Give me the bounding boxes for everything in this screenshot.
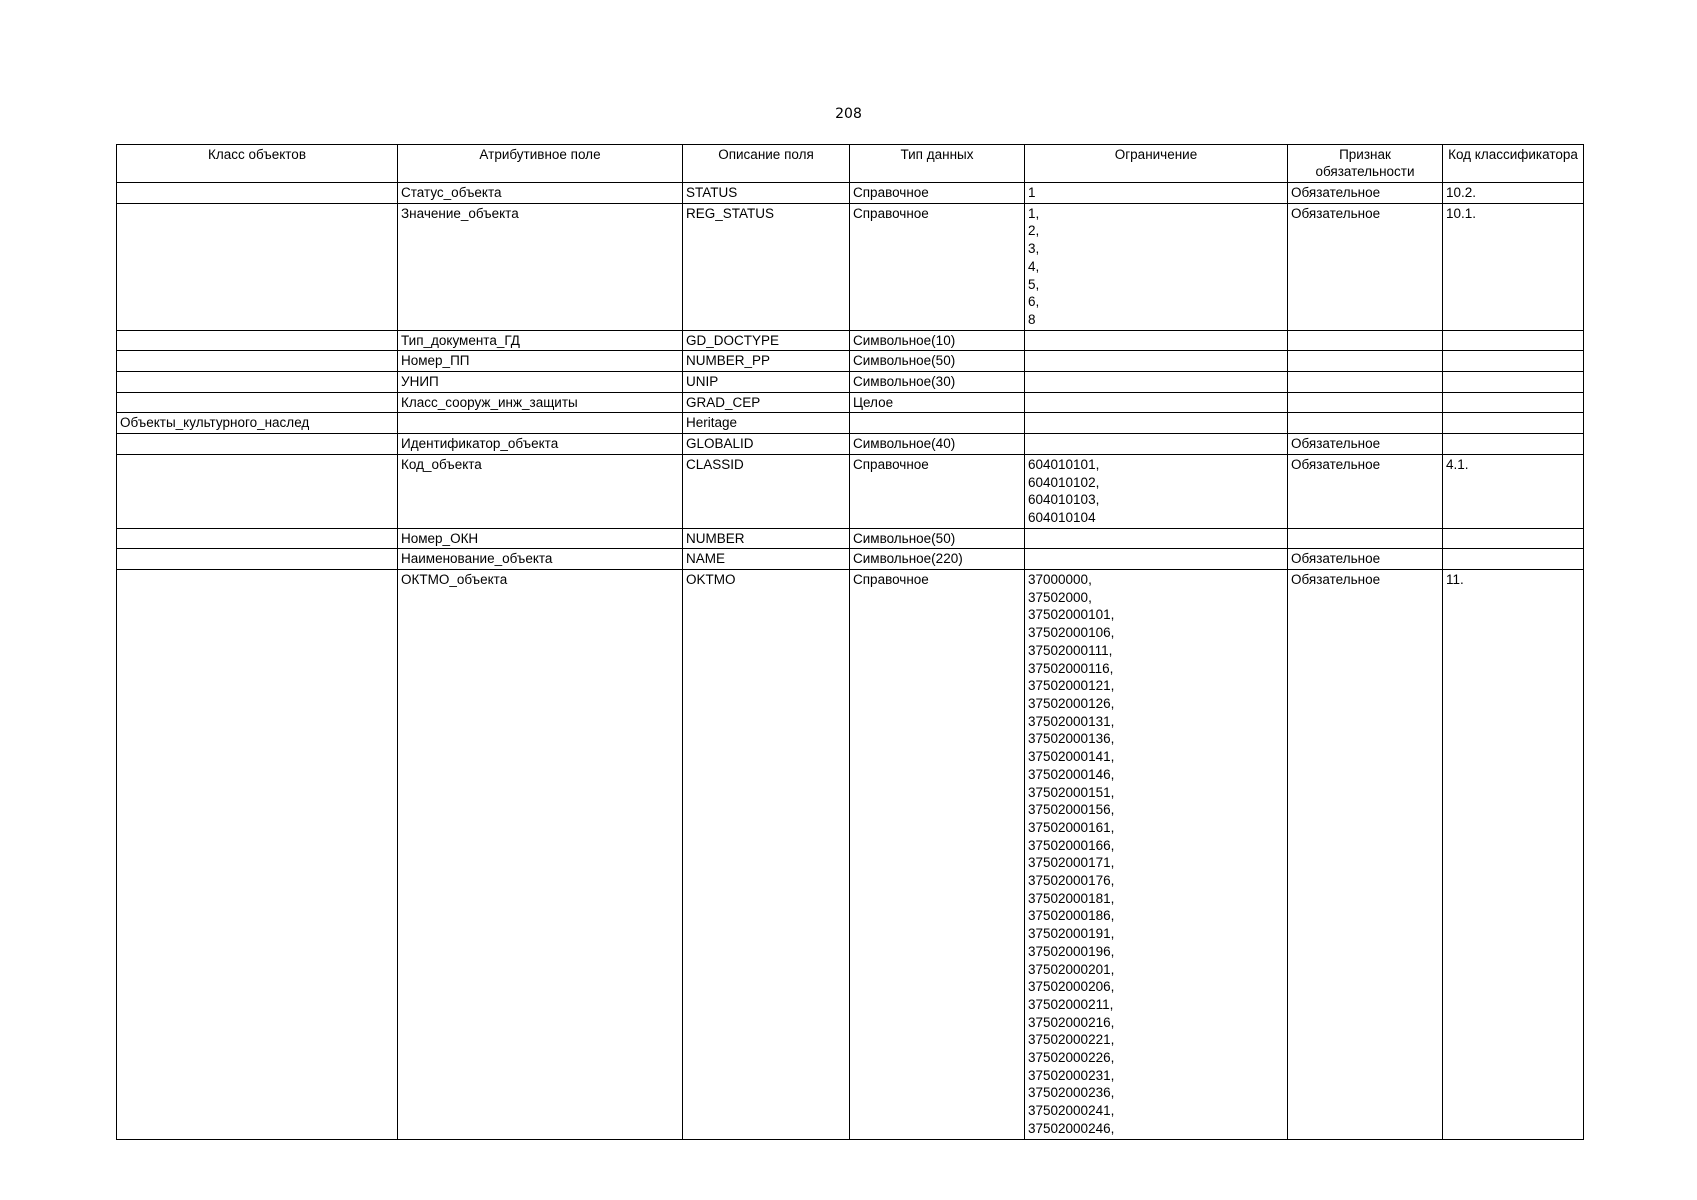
table-body bbox=[117, 183, 1584, 1140]
table-row bbox=[117, 203, 1584, 330]
cell-mandatory-flag bbox=[1288, 372, 1443, 393]
cell-object-class bbox=[117, 549, 398, 570]
cell-object-class bbox=[117, 183, 398, 204]
table-row bbox=[117, 570, 1584, 1140]
cell-mandatory-flag: Обязательное bbox=[1288, 454, 1443, 528]
cell-attribute-field: Код_объекта bbox=[398, 454, 683, 528]
cell-restriction: 604010101, 604010102, 604010103, 604010104 bbox=[1025, 454, 1288, 528]
table-row bbox=[117, 434, 1584, 455]
header-object-class: Класс объектов bbox=[117, 145, 398, 183]
cell-attribute-field: Номер_ПП bbox=[398, 351, 683, 372]
cell-mandatory-flag: Обязательное bbox=[1288, 203, 1443, 330]
cell-restriction bbox=[1025, 392, 1288, 413]
cell-restriction bbox=[1025, 413, 1288, 434]
cell-restriction bbox=[1025, 434, 1288, 455]
cell-classifier-code: 11. bbox=[1443, 570, 1584, 1140]
cell-attribute-field bbox=[398, 413, 683, 434]
cell-restriction bbox=[1025, 330, 1288, 351]
cell-attribute-field: Класс_сооруж_инж_защиты bbox=[398, 392, 683, 413]
cell-field-description: Heritage bbox=[683, 413, 850, 434]
cell-data-type: Справочное bbox=[850, 183, 1025, 204]
cell-object-class bbox=[117, 528, 398, 549]
table-row bbox=[117, 392, 1584, 413]
cell-object-class bbox=[117, 392, 398, 413]
table-row bbox=[117, 413, 1584, 434]
cell-attribute-field: Значение_объекта bbox=[398, 203, 683, 330]
cell-field-description: NAME bbox=[683, 549, 850, 570]
cell-object-class bbox=[117, 330, 398, 351]
cell-classifier-code bbox=[1443, 392, 1584, 413]
cell-classifier-code bbox=[1443, 413, 1584, 434]
cell-restriction: 1 bbox=[1025, 183, 1288, 204]
header-field-description: Описание поля bbox=[683, 145, 850, 183]
table-header-row bbox=[117, 145, 1584, 183]
cell-restriction bbox=[1025, 351, 1288, 372]
cell-object-class bbox=[117, 570, 398, 1140]
header-data-type: Тип данных bbox=[850, 145, 1025, 183]
cell-data-type: Символьное(30) bbox=[850, 372, 1025, 393]
cell-classifier-code bbox=[1443, 330, 1584, 351]
cell-attribute-field: Наименование_объекта bbox=[398, 549, 683, 570]
cell-field-description: OKTMO bbox=[683, 570, 850, 1140]
cell-mandatory-flag: Обязательное bbox=[1288, 570, 1443, 1140]
cell-classifier-code bbox=[1443, 351, 1584, 372]
cell-mandatory-flag bbox=[1288, 351, 1443, 372]
cell-object-class bbox=[117, 454, 398, 528]
cell-classifier-code: 10.2. bbox=[1443, 183, 1584, 204]
cell-field-description: REG_STATUS bbox=[683, 203, 850, 330]
cell-restriction: 1, 2, 3, 4, 5, 6, 8 bbox=[1025, 203, 1288, 330]
table-row bbox=[117, 454, 1584, 528]
cell-restriction bbox=[1025, 372, 1288, 393]
table-row bbox=[117, 372, 1584, 393]
cell-restriction bbox=[1025, 528, 1288, 549]
cell-mandatory-flag bbox=[1288, 528, 1443, 549]
cell-classifier-code bbox=[1443, 549, 1584, 570]
header-attribute-field: Атрибутивное поле bbox=[398, 145, 683, 183]
table-row bbox=[117, 549, 1584, 570]
cell-object-class: Объекты_культурного_наслед bbox=[117, 413, 398, 434]
header-restriction: Ограничение bbox=[1025, 145, 1288, 183]
cell-field-description: UNIP bbox=[683, 372, 850, 393]
cell-attribute-field: Статус_объекта bbox=[398, 183, 683, 204]
cell-object-class bbox=[117, 372, 398, 393]
cell-classifier-code bbox=[1443, 372, 1584, 393]
header-mandatory-flag: Признак обязательности bbox=[1288, 145, 1443, 183]
cell-mandatory-flag: Обязательное bbox=[1288, 183, 1443, 204]
cell-mandatory-flag: Обязательное bbox=[1288, 434, 1443, 455]
cell-classifier-code bbox=[1443, 434, 1584, 455]
page-number: 208 bbox=[835, 106, 862, 122]
cell-attribute-field: Тип_документа_ГД bbox=[398, 330, 683, 351]
cell-field-description: CLASSID bbox=[683, 454, 850, 528]
cell-object-class bbox=[117, 351, 398, 372]
cell-field-description: GD_DOCTYPE bbox=[683, 330, 850, 351]
cell-object-class bbox=[117, 203, 398, 330]
cell-data-type: Символьное(50) bbox=[850, 351, 1025, 372]
cell-data-type: Символьное(40) bbox=[850, 434, 1025, 455]
cell-data-type bbox=[850, 413, 1025, 434]
cell-restriction bbox=[1025, 549, 1288, 570]
cell-data-type: Символьное(50) bbox=[850, 528, 1025, 549]
cell-mandatory-flag bbox=[1288, 330, 1443, 351]
cell-object-class bbox=[117, 434, 398, 455]
cell-mandatory-flag bbox=[1288, 392, 1443, 413]
cell-field-description: GLOBALID bbox=[683, 434, 850, 455]
header-classifier-code: Код классификатора bbox=[1443, 145, 1584, 183]
cell-classifier-code bbox=[1443, 528, 1584, 549]
cell-mandatory-flag bbox=[1288, 413, 1443, 434]
cell-field-description: NUMBER_PP bbox=[683, 351, 850, 372]
cell-mandatory-flag: Обязательное bbox=[1288, 549, 1443, 570]
cell-restriction: 37000000, 37502000, 37502000101, 37502000106, 37502000111, 37502000116, 37502000121, 37502000126, 37502000131, 37502000136, 37502000141, 37502000146, 37502000151, 37502000156, 37502000161, 37502000166, 37502000171, 37502000176, 37502000181, 37502000186, 37502000191, 37502000196, 37502000201, 37502000206, 37502000211, 37502000216, 37502000221, 37502000226, 37502000231, 37502000236, 37502000241, 37502000246, bbox=[1025, 570, 1288, 1140]
cell-classifier-code: 10.1. bbox=[1443, 203, 1584, 330]
cell-attribute-field: Идентификатор_объекта bbox=[398, 434, 683, 455]
cell-classifier-code: 4.1. bbox=[1443, 454, 1584, 528]
cell-field-description: NUMBER bbox=[683, 528, 850, 549]
attribute-table bbox=[116, 144, 1584, 1140]
table-row bbox=[117, 330, 1584, 351]
cell-data-type: Символьное(220) bbox=[850, 549, 1025, 570]
cell-data-type: Справочное bbox=[850, 454, 1025, 528]
table-row bbox=[117, 183, 1584, 204]
cell-data-type: Символьное(10) bbox=[850, 330, 1025, 351]
cell-field-description: STATUS bbox=[683, 183, 850, 204]
cell-data-type: Справочное bbox=[850, 203, 1025, 330]
cell-attribute-field: ОКТМО_объекта bbox=[398, 570, 683, 1140]
cell-attribute-field: Номер_ОКН bbox=[398, 528, 683, 549]
cell-attribute-field: УНИП bbox=[398, 372, 683, 393]
cell-data-type: Целое bbox=[850, 392, 1025, 413]
table-row bbox=[117, 351, 1584, 372]
cell-data-type: Справочное bbox=[850, 570, 1025, 1140]
table-row bbox=[117, 528, 1584, 549]
cell-field-description: GRAD_CEP bbox=[683, 392, 850, 413]
